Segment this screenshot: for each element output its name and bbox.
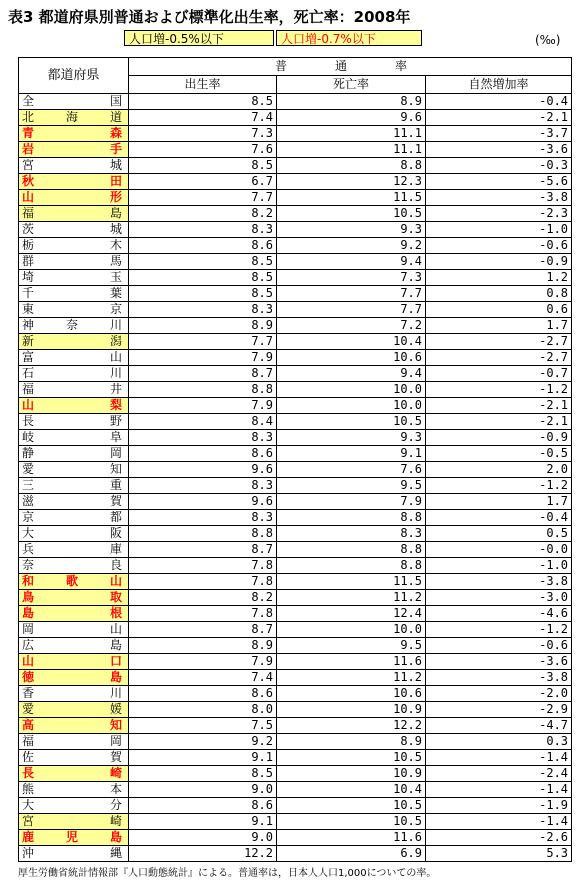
death-rate-cell: 9.5 [277, 638, 426, 654]
page-title: 表3 都道府県別普通および標準化出生率，死亡率：2008年 [8, 8, 411, 26]
birth-rate-cell: 8.3 [129, 478, 277, 494]
death-rate-cell: 11.1 [277, 126, 426, 142]
birth-rate-cell: 12.2 [129, 846, 277, 862]
table-row [19, 366, 572, 382]
death-rate-cell: 10.4 [277, 782, 426, 798]
unit-label: (‰) [535, 33, 561, 47]
death-rate-cell: 9.4 [277, 254, 426, 270]
birth-rate-cell: 8.5 [129, 158, 277, 174]
birth-rate-cell: 9.0 [129, 830, 277, 846]
table-row [19, 702, 572, 718]
death-rate-cell: 9.1 [277, 446, 426, 462]
table-row [19, 798, 572, 814]
table-row [19, 286, 572, 302]
natural-increase-cell: -0.6 [426, 638, 572, 654]
natural-increase-cell: -0.3 [426, 158, 572, 174]
prefecture-name: 北 海 道 [19, 110, 129, 126]
prefecture-name: 山 梨 [19, 398, 129, 414]
birth-rate-cell: 8.9 [129, 318, 277, 334]
prefecture-name: 和 歌 山 [19, 574, 129, 590]
prefecture-name: 大 阪 [19, 526, 129, 542]
table-row [19, 462, 572, 478]
birth-rate-cell: 7.4 [129, 110, 277, 126]
prefecture-name: 宮 崎 [19, 814, 129, 830]
natural-increase-cell: -0.4 [426, 94, 572, 110]
death-rate-cell: 8.8 [277, 542, 426, 558]
birth-rate-cell: 8.6 [129, 686, 277, 702]
prefecture-name: 大 分 [19, 798, 129, 814]
prefecture-name: 愛 媛 [19, 702, 129, 718]
natural-increase-cell: -1.0 [426, 558, 572, 574]
birth-rate-cell: 7.7 [129, 334, 277, 350]
prefecture-name: 熊 本 [19, 782, 129, 798]
death-rate-cell: 10.5 [277, 414, 426, 430]
natural-increase-cell: -0.0 [426, 542, 572, 558]
birth-rate-cell: 9.1 [129, 814, 277, 830]
death-rate-cell: 11.2 [277, 670, 426, 686]
prefecture-name: 福 井 [19, 382, 129, 398]
table-row [19, 638, 572, 654]
table-row [19, 686, 572, 702]
birth-rate-cell: 8.5 [129, 766, 277, 782]
header-group: 普 通 率 [129, 58, 572, 76]
birth-rate-cell: 8.7 [129, 622, 277, 638]
natural-increase-cell: -1.9 [426, 798, 572, 814]
birth-rate-cell: 8.3 [129, 510, 277, 526]
birth-rate-cell: 8.4 [129, 414, 277, 430]
birth-rate-cell: 9.1 [129, 750, 277, 766]
header-birth-rate: 出生率 [129, 76, 277, 94]
table-row [19, 782, 572, 798]
table-body [19, 94, 572, 862]
birth-rate-cell: 7.9 [129, 654, 277, 670]
death-rate-cell: 11.5 [277, 574, 426, 590]
table-row [19, 382, 572, 398]
table-row [19, 814, 572, 830]
natural-increase-cell: -5.6 [426, 174, 572, 190]
birth-rate-cell: 7.4 [129, 670, 277, 686]
death-rate-cell: 9.3 [277, 430, 426, 446]
natural-increase-cell: 1.7 [426, 494, 572, 510]
natural-increase-cell: -0.9 [426, 430, 572, 446]
birth-rate-cell: 8.3 [129, 222, 277, 238]
death-rate-cell: 7.3 [277, 270, 426, 286]
prefecture-name: 鳥 取 [19, 590, 129, 606]
death-rate-cell: 8.3 [277, 526, 426, 542]
birth-rate-cell: 7.5 [129, 718, 277, 734]
natural-increase-cell: -3.8 [426, 574, 572, 590]
prefecture-name: 佐 賀 [19, 750, 129, 766]
natural-increase-cell: -3.8 [426, 190, 572, 206]
death-rate-cell: 10.0 [277, 382, 426, 398]
death-rate-cell: 10.0 [277, 622, 426, 638]
prefecture-name: 長 野 [19, 414, 129, 430]
rates-table [18, 57, 572, 862]
death-rate-cell: 9.2 [277, 238, 426, 254]
natural-increase-cell: -0.9 [426, 254, 572, 270]
death-rate-cell: 12.4 [277, 606, 426, 622]
death-rate-cell: 10.5 [277, 206, 426, 222]
table-row [19, 478, 572, 494]
table-row [19, 174, 572, 190]
prefecture-name: 茨 城 [19, 222, 129, 238]
natural-increase-cell: 1.7 [426, 318, 572, 334]
death-rate-cell: 7.6 [277, 462, 426, 478]
natural-increase-cell: -2.7 [426, 334, 572, 350]
prefecture-name: 岩 手 [19, 142, 129, 158]
table-row [19, 126, 572, 142]
prefecture-name: 徳 島 [19, 670, 129, 686]
table-row [19, 270, 572, 286]
natural-increase-cell: -3.7 [426, 126, 572, 142]
prefecture-name: 栃 木 [19, 238, 129, 254]
natural-increase-cell: -2.6 [426, 830, 572, 846]
birth-rate-cell: 8.3 [129, 302, 277, 318]
birth-rate-cell: 7.8 [129, 558, 277, 574]
prefecture-name: 香 川 [19, 686, 129, 702]
prefecture-name: 京 都 [19, 510, 129, 526]
prefecture-name: 東 京 [19, 302, 129, 318]
birth-rate-cell: 8.0 [129, 702, 277, 718]
table-row [19, 206, 572, 222]
prefecture-name: 三 重 [19, 478, 129, 494]
birth-rate-cell: 7.8 [129, 606, 277, 622]
natural-increase-cell: -4.7 [426, 718, 572, 734]
table-row [19, 526, 572, 542]
prefecture-name: 神 奈 川 [19, 318, 129, 334]
table-row [19, 750, 572, 766]
table-row [19, 414, 572, 430]
prefecture-name: 青 森 [19, 126, 129, 142]
death-rate-cell: 8.9 [277, 94, 426, 110]
table-row [19, 574, 572, 590]
prefecture-name: 愛 知 [19, 462, 129, 478]
natural-increase-cell: 0.6 [426, 302, 572, 318]
death-rate-cell: 9.5 [277, 478, 426, 494]
prefecture-name: 岐 阜 [19, 430, 129, 446]
death-rate-cell: 10.9 [277, 702, 426, 718]
birth-rate-cell: 8.6 [129, 798, 277, 814]
prefecture-name: 福 岡 [19, 734, 129, 750]
table-row [19, 510, 572, 526]
prefecture-name: 高 知 [19, 718, 129, 734]
death-rate-cell: 8.8 [277, 158, 426, 174]
natural-increase-cell: -3.6 [426, 654, 572, 670]
birth-rate-cell: 8.8 [129, 382, 277, 398]
legend-red-label: 人口増-0.7%以下 [276, 30, 422, 46]
footnote: 厚生労働省統計情報部『人口動態統計』による。普通率は，日本人人口1,000についての率。 [18, 868, 437, 879]
birth-rate-cell: 7.3 [129, 126, 277, 142]
birth-rate-cell: 8.7 [129, 366, 277, 382]
death-rate-cell: 11.1 [277, 142, 426, 158]
table-row [19, 590, 572, 606]
natural-increase-cell: -0.6 [426, 238, 572, 254]
birth-rate-cell: 6.7 [129, 174, 277, 190]
table-row [19, 190, 572, 206]
death-rate-cell: 10.4 [277, 334, 426, 350]
prefecture-name: 全 国 [19, 94, 129, 110]
table-row [19, 110, 572, 126]
birth-rate-cell: 8.9 [129, 638, 277, 654]
table-row [19, 654, 572, 670]
birth-rate-cell: 8.7 [129, 542, 277, 558]
prefecture-name: 山 口 [19, 654, 129, 670]
natural-increase-cell: -4.6 [426, 606, 572, 622]
table-row [19, 830, 572, 846]
natural-increase-cell: -0.7 [426, 366, 572, 382]
natural-increase-cell: -1.2 [426, 382, 572, 398]
death-rate-cell: 7.2 [277, 318, 426, 334]
table-row [19, 622, 572, 638]
natural-increase-cell: -2.1 [426, 398, 572, 414]
death-rate-cell: 10.5 [277, 798, 426, 814]
prefecture-name: 宮 城 [19, 158, 129, 174]
natural-increase-cell: -2.0 [426, 686, 572, 702]
birth-rate-cell: 8.8 [129, 526, 277, 542]
prefecture-name: 広 島 [19, 638, 129, 654]
prefecture-name: 静 岡 [19, 446, 129, 462]
table-row [19, 254, 572, 270]
death-rate-cell: 12.2 [277, 718, 426, 734]
natural-increase-cell: -1.2 [426, 478, 572, 494]
natural-increase-cell: -3.6 [426, 142, 572, 158]
prefecture-name: 沖 縄 [19, 846, 129, 862]
prefecture-name: 富 山 [19, 350, 129, 366]
birth-rate-cell: 9.2 [129, 734, 277, 750]
natural-increase-cell: -1.4 [426, 814, 572, 830]
natural-increase-cell: 1.2 [426, 270, 572, 286]
prefecture-name: 千 葉 [19, 286, 129, 302]
natural-increase-cell: -2.7 [426, 350, 572, 366]
prefecture-name: 新 潟 [19, 334, 129, 350]
table-row [19, 222, 572, 238]
birth-rate-cell: 8.2 [129, 590, 277, 606]
natural-increase-cell: 0.5 [426, 526, 572, 542]
table-row [19, 238, 572, 254]
death-rate-cell: 8.8 [277, 510, 426, 526]
death-rate-cell: 11.5 [277, 190, 426, 206]
death-rate-cell: 11.6 [277, 654, 426, 670]
birth-rate-cell: 8.5 [129, 94, 277, 110]
death-rate-cell: 7.9 [277, 494, 426, 510]
header-prefecture: 都道府県 [19, 58, 129, 94]
natural-increase-cell: 0.3 [426, 734, 572, 750]
natural-increase-cell: -3.8 [426, 670, 572, 686]
death-rate-cell: 7.7 [277, 302, 426, 318]
prefecture-name: 福 島 [19, 206, 129, 222]
natural-increase-cell: -2.4 [426, 766, 572, 782]
table-row [19, 398, 572, 414]
table-row [19, 350, 572, 366]
table-row [19, 670, 572, 686]
legend-yellow-label: 人口増-0.5%以下 [124, 30, 274, 46]
birth-rate-cell: 8.6 [129, 446, 277, 462]
natural-increase-cell: -0.5 [426, 446, 572, 462]
table-row [19, 718, 572, 734]
death-rate-cell: 11.6 [277, 830, 426, 846]
death-rate-cell: 10.6 [277, 686, 426, 702]
natural-increase-cell: 5.3 [426, 846, 572, 862]
death-rate-cell: 11.2 [277, 590, 426, 606]
prefecture-name: 滋 賀 [19, 494, 129, 510]
table-row [19, 94, 572, 110]
death-rate-cell: 10.6 [277, 350, 426, 366]
birth-rate-cell: 8.5 [129, 270, 277, 286]
prefecture-name: 奈 良 [19, 558, 129, 574]
birth-rate-cell: 7.9 [129, 350, 277, 366]
birth-rate-cell: 8.5 [129, 286, 277, 302]
header-death-rate: 死亡率 [277, 76, 426, 94]
death-rate-cell: 10.9 [277, 766, 426, 782]
prefecture-name: 秋 田 [19, 174, 129, 190]
natural-increase-cell: -2.9 [426, 702, 572, 718]
table-row [19, 158, 572, 174]
natural-increase-cell: -3.0 [426, 590, 572, 606]
table-row [19, 494, 572, 510]
death-rate-cell: 6.9 [277, 846, 426, 862]
natural-increase-cell: -1.2 [426, 622, 572, 638]
death-rate-cell: 10.5 [277, 814, 426, 830]
death-rate-cell: 9.4 [277, 366, 426, 382]
prefecture-name: 長 崎 [19, 766, 129, 782]
prefecture-name: 岡 山 [19, 622, 129, 638]
prefecture-name: 鹿 児 島 [19, 830, 129, 846]
table-row [19, 734, 572, 750]
birth-rate-cell: 8.3 [129, 430, 277, 446]
header-natural-increase: 自然増加率 [426, 76, 572, 94]
natural-increase-cell: 0.8 [426, 286, 572, 302]
death-rate-cell: 10.0 [277, 398, 426, 414]
prefecture-name: 石 川 [19, 366, 129, 382]
table-row [19, 302, 572, 318]
birth-rate-cell: 7.7 [129, 190, 277, 206]
table-row [19, 606, 572, 622]
natural-increase-cell: -2.1 [426, 110, 572, 126]
natural-increase-cell: -1.4 [426, 782, 572, 798]
table-row [19, 334, 572, 350]
table-row [19, 558, 572, 574]
natural-increase-cell: -2.1 [426, 414, 572, 430]
birth-rate-cell: 7.9 [129, 398, 277, 414]
table-row [19, 318, 572, 334]
natural-increase-cell: -1.4 [426, 750, 572, 766]
birth-rate-cell: 7.8 [129, 574, 277, 590]
birth-rate-cell: 8.2 [129, 206, 277, 222]
prefecture-name: 群 馬 [19, 254, 129, 270]
prefecture-name: 兵 庫 [19, 542, 129, 558]
table-row [19, 142, 572, 158]
prefecture-name: 山 形 [19, 190, 129, 206]
table-row [19, 846, 572, 862]
birth-rate-cell: 9.6 [129, 462, 277, 478]
birth-rate-cell: 9.6 [129, 494, 277, 510]
death-rate-cell: 7.7 [277, 286, 426, 302]
death-rate-cell: 8.8 [277, 558, 426, 574]
prefecture-name: 島 根 [19, 606, 129, 622]
birth-rate-cell: 7.6 [129, 142, 277, 158]
birth-rate-cell: 9.0 [129, 782, 277, 798]
death-rate-cell: 9.6 [277, 110, 426, 126]
table-row [19, 446, 572, 462]
natural-increase-cell: -2.3 [426, 206, 572, 222]
table-row [19, 766, 572, 782]
birth-rate-cell: 8.6 [129, 238, 277, 254]
death-rate-cell: 9.3 [277, 222, 426, 238]
death-rate-cell: 12.3 [277, 174, 426, 190]
birth-rate-cell: 8.5 [129, 254, 277, 270]
table-row [19, 430, 572, 446]
prefecture-name: 埼 玉 [19, 270, 129, 286]
natural-increase-cell: -0.4 [426, 510, 572, 526]
table-row [19, 542, 572, 558]
death-rate-cell: 8.9 [277, 734, 426, 750]
natural-increase-cell: 2.0 [426, 462, 572, 478]
natural-increase-cell: -1.0 [426, 222, 572, 238]
death-rate-cell: 10.5 [277, 750, 426, 766]
